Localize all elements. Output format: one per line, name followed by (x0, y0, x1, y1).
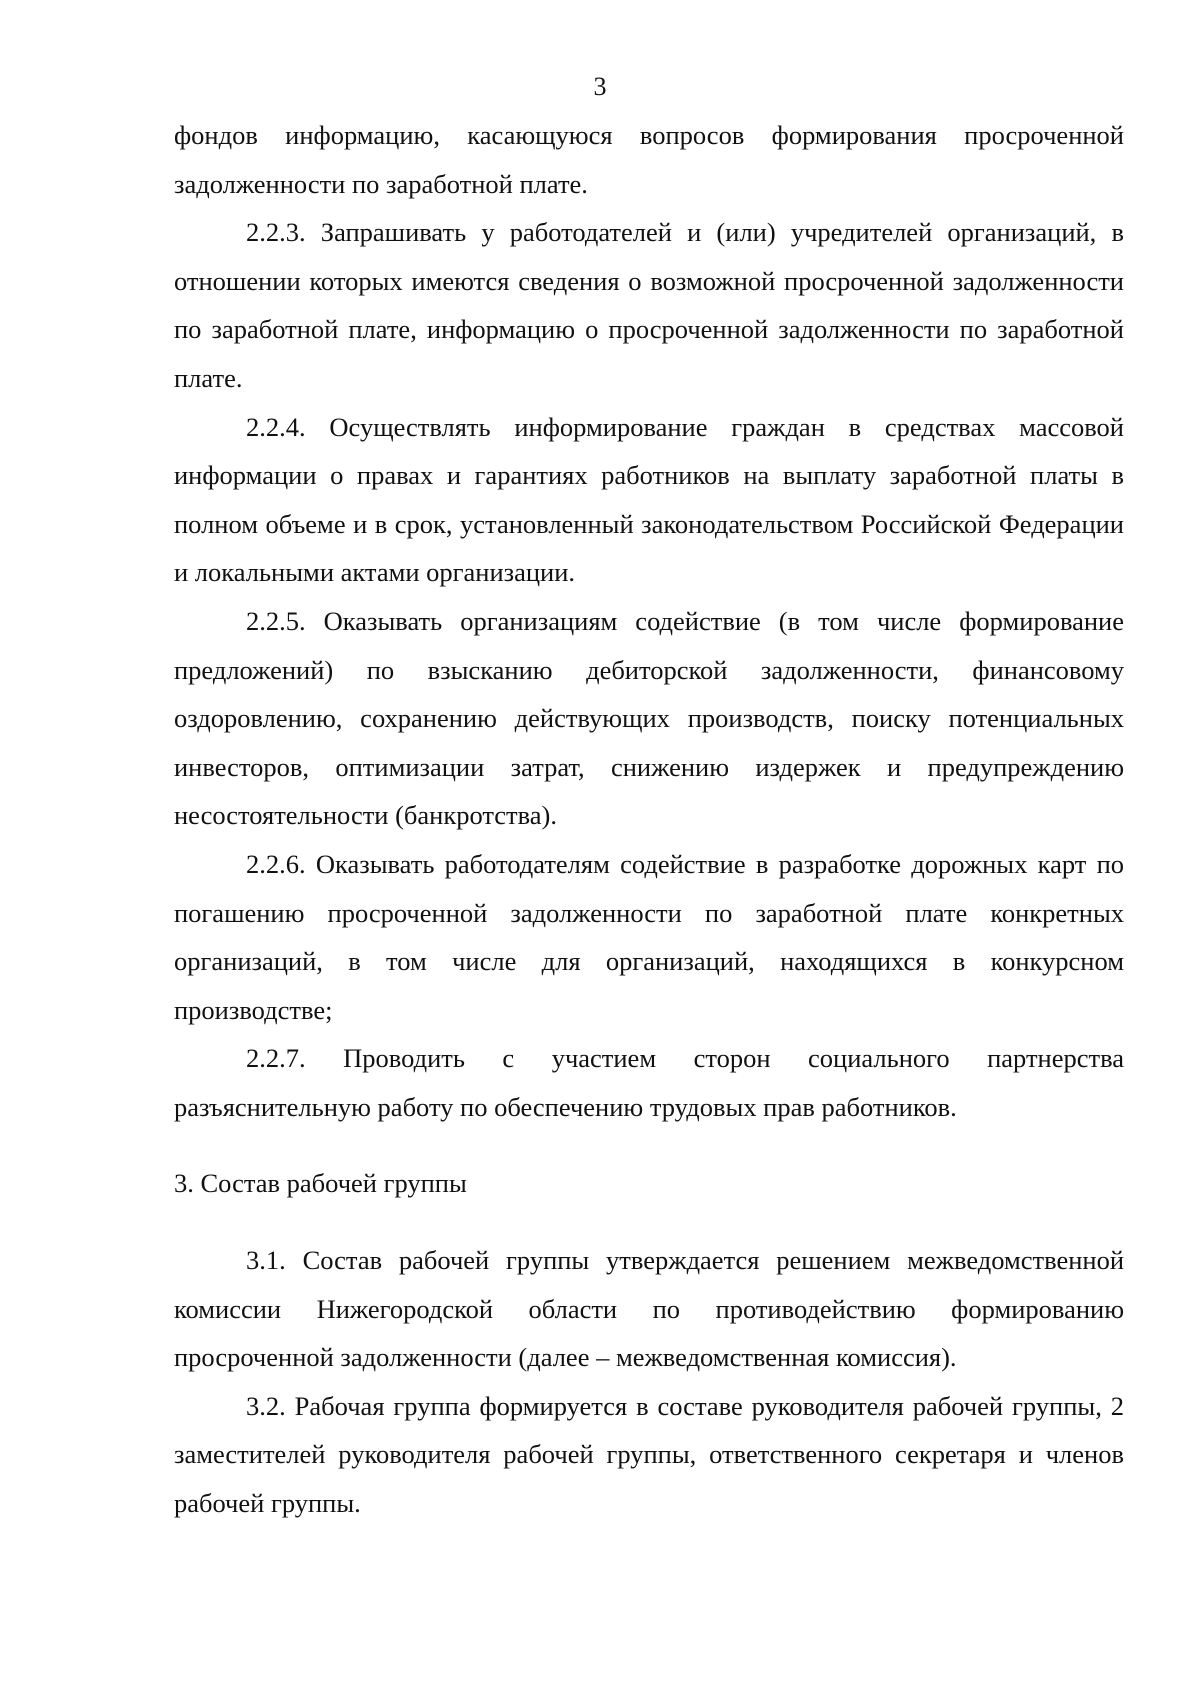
paragraph-2-2-6: 2.2.6. Оказывать работодателям содействие в разработке дорожных карт по погашению просроченной задолженности по заработной плате конкретных организаций, в том числе для организаций, находящихся в конкурсном производстве; (174, 848, 1124, 1025)
document-body (174, 111, 1124, 1528)
paragraph-2-2-3: 2.2.3. Запрашивать у работодателей и (или) учредителей организаций, в отношении которых имеются сведения о возможной просроченной задолженности по заработной плате, информацию о просроченной задолженности по заработной плате. (174, 217, 1124, 393)
paragraph-continuation: фондов информацию, касающуюся вопросов формирования просроченной задолженности по заработной плате. (174, 120, 1124, 199)
paragraph-2-2-5: 2.2.5. Оказывать организациям содействие (в том числе формирование предложений) по взысканию дебиторской задолженности, финансовому оздоровлению, сохранению действующих производств, поиску потенциальных инвесторов, оптимизации затрат, снижению издержек и предупреждению несостоятельности (банкротства). (174, 605, 1124, 831)
paragraph-3-2: 3.2. Рабочая группа формируется в составе руководителя рабочей группы, 2 заместителей руководителя рабочей группы, ответственного секретаря и членов рабочей группы. (174, 1390, 1124, 1519)
paragraph-2-2-4: 2.2.4. Осуществлять информирование граждан в средствах массовой информации о правах и гарантиях работников на выплату заработной платы в полном объеме и в срок, установленный законодательством Российской Федерации и локальными актами организации. (174, 411, 1124, 588)
section-heading: 3. Состав рабочей группы (174, 1168, 467, 1199)
paragraph-3-1: 3.1. Состав рабочей группы утверждается решением межведомственной комиссии Нижегородской области по противодействию формированию просроченной задолженности (далее – межведомственная комиссия). (174, 1245, 1124, 1373)
paragraph-2-2-7: 2.2.7. Проводить с участием сторон социального партнерства разъяснительную работу по обеспечению трудовых прав работников. (174, 1043, 1124, 1122)
page-number: 3 (593, 72, 607, 101)
